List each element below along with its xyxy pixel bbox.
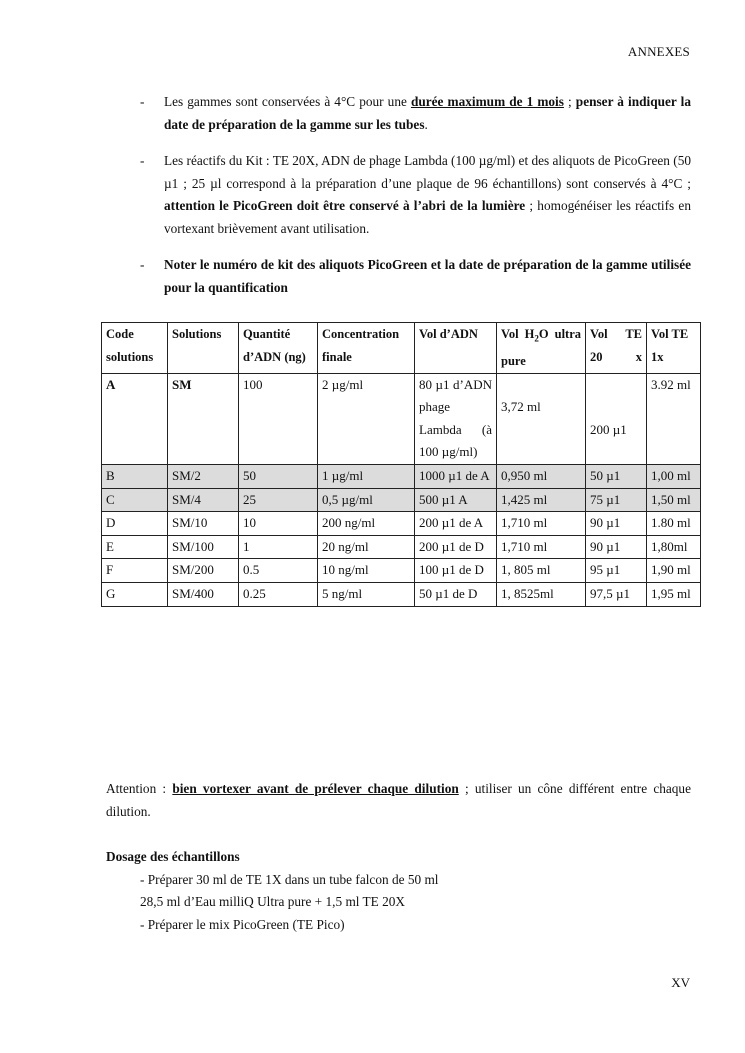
cell-concentration: 20 ng/ml xyxy=(318,535,415,559)
emphasis-duration: durée maximum de 1 mois xyxy=(410,94,564,109)
cell-code: C xyxy=(102,488,168,512)
list-item xyxy=(140,91,691,136)
bullet-dash: - xyxy=(140,94,145,109)
cell-vol-adn: 200 µ1 de A xyxy=(415,512,497,536)
header-quantite: Quantité d’ADN (ng) xyxy=(239,323,318,374)
cell-solution: SM/400 xyxy=(168,583,239,607)
cell-vol-te20: 90 µ1 xyxy=(586,535,647,559)
cell-concentration: 2 µg/ml xyxy=(318,373,415,464)
cell-concentration: 200 ng/ml xyxy=(318,512,415,536)
item-text: ; xyxy=(563,94,576,109)
table-row xyxy=(102,535,701,559)
bullet-dash: - xyxy=(140,257,145,272)
cell-vol-adn: 200 µ1 de D xyxy=(415,535,497,559)
dosage-step: - Préparer 30 ml de TE 1X dans un tube falcon de 50 ml xyxy=(140,871,439,887)
table-row xyxy=(102,512,701,536)
dosage-step: - Préparer le mix PicoGreen (TE Pico) xyxy=(140,916,345,932)
dosage-section xyxy=(106,846,439,936)
header-vol-te20: Vol TE 20 x xyxy=(586,323,647,374)
table-row xyxy=(102,583,701,607)
item-text: Les réactifs du Kit : TE 20X, ADN de phage Lambda (100 µg/ml) et des aliquots de PicoGreen (50 µ1 ; 25 µl correspond à la préparation d’une plaque de 96 échantillons) sont conservés à 4°C ; xyxy=(164,153,691,191)
cell-vol-te20: 50 µ1 xyxy=(586,465,647,489)
table-row xyxy=(102,488,701,512)
header-vol-h2o: Vol $H_2O$ ultra pure xyxy=(497,323,586,374)
item-text: . xyxy=(424,116,428,132)
cell-code: B xyxy=(102,465,168,489)
cell-solution: SM/100 xyxy=(168,535,239,559)
list-item xyxy=(140,254,691,299)
cell-vol-adn: 100 µ1 de D xyxy=(415,559,497,583)
running-header: ANNEXES xyxy=(627,44,690,59)
note-text: Attention : xyxy=(106,781,173,796)
cell-vol-te20: 95 µ1 xyxy=(586,559,647,583)
cell-vol-te20: 90 µ1 xyxy=(586,512,647,536)
emphasis-vortex: bien vortexer avant de prélever chaque dilution xyxy=(172,781,459,796)
cell-code: F xyxy=(102,559,168,583)
cell-vol-h2o: 1,710 ml xyxy=(497,535,586,559)
cell-concentration: 1 µg/ml xyxy=(318,465,415,489)
cell-quantite: 1 xyxy=(239,535,318,559)
dosage-step: 28,5 ml d’Eau milliQ Ultra pure + 1,5 ml TE 20X xyxy=(140,894,406,909)
cell-vol-adn: 80 µ1 d’ADN phage Lambda (à 100 µg/ml) xyxy=(415,373,497,464)
cell-solution: SM/10 xyxy=(168,512,239,536)
cell-vol-h2o: 1,425 ml xyxy=(497,488,586,512)
cell-vol-te1: 1.80 ml xyxy=(647,512,701,536)
note-text: ; utiliser un cône différent entre chaque dilution. xyxy=(106,781,691,819)
cell-vol-adn: 50 µ1 de D xyxy=(415,583,497,607)
table-row xyxy=(102,373,701,464)
cell-vol-te1: 1,50 ml xyxy=(647,488,701,512)
cell-solution: SM/4 xyxy=(168,488,239,512)
page-number: XV xyxy=(671,975,690,990)
header-solutions: Solutions xyxy=(168,323,239,374)
dilution-table xyxy=(101,322,701,607)
cell-vol-adn: 500 µ1 A xyxy=(415,488,497,512)
cell-concentration: 5 ng/ml xyxy=(318,583,415,607)
cell-quantite: 10 xyxy=(239,512,318,536)
cell-vol-te1: 3.92 ml xyxy=(647,373,701,464)
cell-concentration: 0,5 µg/ml xyxy=(318,488,415,512)
cell-vol-h2o: 1, 805 ml xyxy=(497,559,586,583)
cell-code: A xyxy=(102,373,168,464)
cell-concentration: 10 ng/ml xyxy=(318,559,415,583)
emphasis-light-warning: attention le PicoGreen doit être conservé à l’abri de la lumière xyxy=(164,198,526,213)
cell-solution: SM/2 xyxy=(168,465,239,489)
cell-solution: SM xyxy=(168,373,239,464)
cell-solution: SM/200 xyxy=(168,559,239,583)
header-vol-te1: Vol TE 1x xyxy=(647,323,701,374)
bullet-dash: - xyxy=(140,153,145,168)
cell-quantite: 0.5 xyxy=(239,559,318,583)
cell-vol-h2o: 3,72 ml xyxy=(497,373,586,464)
header-vol-adn: Vol d’ADN xyxy=(415,323,497,374)
cell-quantite: 0.25 xyxy=(239,583,318,607)
cell-vol-te1: 1,00 ml xyxy=(647,465,701,489)
cell-vol-te1: 1,90 ml xyxy=(647,559,701,583)
cell-vol-h2o: 0,950 ml xyxy=(497,465,586,489)
table-row xyxy=(102,465,701,489)
emphasis-date-note: penser à indiquer la date de préparation de la gamme sur les tubes xyxy=(164,94,691,132)
instruction-list xyxy=(140,91,691,313)
cell-vol-te1: 1,80ml xyxy=(647,535,701,559)
cell-quantite: 100 xyxy=(239,373,318,464)
section-title: Dosage des échantillons xyxy=(106,849,240,864)
cell-vol-te20: 75 µ1 xyxy=(586,488,647,512)
header-concentration: Concentration finale xyxy=(318,323,415,374)
cell-code: G xyxy=(102,583,168,607)
table-row xyxy=(102,559,701,583)
cell-quantite: 50 xyxy=(239,465,318,489)
cell-vol-te20: 200 µ1 xyxy=(586,373,647,464)
cell-code: E xyxy=(102,535,168,559)
table-header-row xyxy=(102,323,701,374)
cell-vol-adn: 1000 µ1 de A xyxy=(415,465,497,489)
cell-quantite: 25 xyxy=(239,488,318,512)
header-code: Code solutions xyxy=(102,323,168,374)
item-text: Les gammes sont conservées à 4°C pour une xyxy=(164,94,411,109)
attention-note xyxy=(106,777,691,823)
cell-vol-te20: 97,5 µ1 xyxy=(586,583,647,607)
item-text: ; homogénéiser les réactifs en vortexant brièvement avant utilisation. xyxy=(164,198,691,236)
cell-vol-h2o: 1,710 ml xyxy=(497,512,586,536)
cell-vol-te1: 1,95 ml xyxy=(647,583,701,607)
cell-code: D xyxy=(102,512,168,536)
list-item xyxy=(140,150,691,240)
emphasis-kit-number: Noter le numéro de kit des aliquots PicoGreen et la date de préparation de la gamme utilisée pour la quantification xyxy=(164,257,691,295)
cell-vol-h2o: 1, 8525ml xyxy=(497,583,586,607)
